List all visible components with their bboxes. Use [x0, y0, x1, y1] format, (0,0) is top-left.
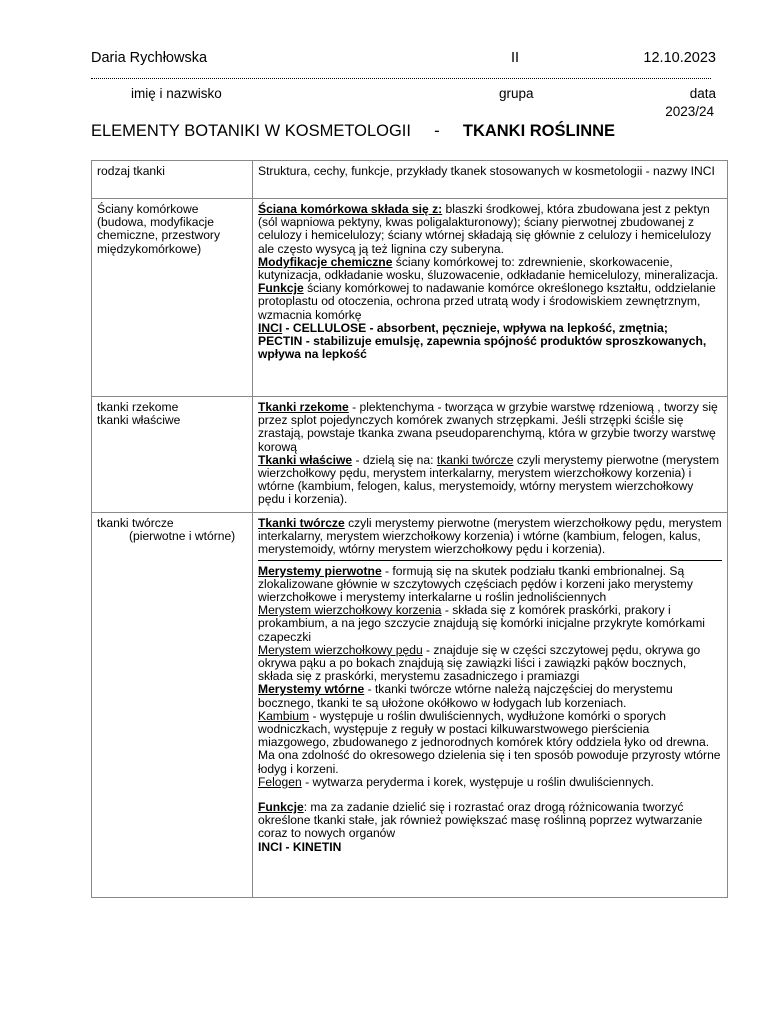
table-header-row — [92, 161, 728, 199]
bold-term: Ściana komórkowa składa się z: — [258, 202, 443, 216]
text-span: - występuje u roślin dwuliściennych, wydłużone komórki o sporych wodniczkach, występuje z reguły w postaci kilkuwarstwowego pierścienia miazgowego, zbudowanego z jednorodnych komórek który oddziela łyko od drewna. Ma ona zdolność do okresowego dzielenia się i ten sposób powoduje przyrosty wtórne łodyg i korzeni. — [258, 708, 721, 776]
name-label: imię i nazwisko — [131, 86, 222, 101]
title-separator: - — [434, 122, 440, 140]
bold-term: Funkcje — [258, 281, 304, 296]
text-span: ściany komórkowej to nadawanie komórce określonego kształtu, oddzielanie protoplastu od otoczenia, ochrona przed utratą wody i środowiskiem zewnętrznym, wzmacnia komórkę — [258, 281, 716, 322]
tissue-table — [91, 160, 728, 898]
header-cell-type: rodzaj tkanki — [92, 161, 253, 199]
header-labels — [91, 86, 716, 106]
bold-term: Tkanki rzekome — [258, 400, 349, 414]
underlined-term: Kambium — [258, 708, 310, 723]
table-row — [92, 513, 728, 898]
text-span: - tkanki twórcze wtórne należą najczęściej do merystemu bocznego, tkanki te są ułożone okółkowo w łodygach lub korzeniach. — [258, 682, 673, 710]
text-span: tkanki twórcze — [97, 516, 174, 530]
bold-term: Modyfikacje chemiczne — [258, 254, 393, 269]
underlined-term: Felogen — [258, 774, 302, 789]
group-value: II — [511, 50, 520, 66]
bold-text: PECTIN - stabilizuje emulsję, zapewnia spójność produktów sproszkowanych, wpływa na lepkość — [258, 334, 707, 362]
header-values — [91, 50, 716, 70]
text-span: (pierwotne i wtórne) — [129, 529, 236, 544]
text-span: - składa się z komórek praskórki, prakory i prokambium, a na jego szczycie znajdują się komórki inicjalne przykryte komórkami czapeczki — [258, 603, 705, 644]
title-right: TKANKI ROŚLINNE — [462, 122, 616, 140]
bold-term: Funkcje — [258, 800, 304, 815]
row-cell-meristems-desc — [253, 513, 728, 898]
school-year: 2023/24 — [665, 104, 714, 119]
row-cell-cell-walls-desc — [253, 199, 728, 397]
group-label: grupa — [499, 86, 534, 101]
text-span: blaszki środkowej, która zbudowana jest z pektyn (sól wapniowa pektyny, kwas poligalakturonowy); ściany pierwotnej zbudowanej z celulozy i hemicelulozy; ściany wtórnej składają się głównie z celulozy i hemicelulozy ale często wysycą ją też lignina czy suberyna. — [258, 202, 712, 256]
text-span: - plektenchyma - tworząca w grzybie warstwę rdzeniową , tworzy się przez splot pojedynczych komórek zwanych strzępkami. Jeśli strzępki ściśle się zrastają, powstaje tkanka zwana pseudoparenchymą, która w grzybie tworzy warstwę korową — [258, 400, 718, 454]
bold-term: Tkanki właściwe — [258, 452, 353, 467]
title-left: ELEMENTY BOTANIKI W KOSMETOLOGII — [91, 122, 411, 140]
text-span: - wytwarza peryderma i korek, występuje u roślin dwuliściennych. — [301, 774, 654, 789]
bold-term: Merystemy wtórne — [258, 682, 365, 697]
row-cell-meristems — [92, 513, 253, 898]
header-cell-description: Struktura, cechy, funkcje, przykłady tkanek stosowanych w kosmetologii - nazwy INCI — [253, 161, 728, 199]
text-span: tkanki rzekome — [97, 400, 179, 414]
dotted-line — [91, 72, 711, 79]
bold-term: INCI — [258, 320, 283, 335]
table-row — [92, 199, 728, 397]
bold-text: - CELLULOSE - absorbent, pęcznieje, wpływa na lepkość, zmętnia; — [282, 320, 668, 335]
text-span: - formują się na skutek podziału tkanki embrionalnej. Są zlokalizowane głównie w szczytowych częściach pędów i korzeni jako merystemy wierzchołkowe i merystemy interkalarne u roślin jednoliściennych — [258, 563, 693, 605]
text-span: ściany komórkowej to: zdrewnienie, skorkowacenie, kutynizacja, odkładanie wosku, śluzowacenie, odkładanie hemicelulozy, mineralizacja. — [258, 254, 719, 283]
text-span: - znajduje się w części szczytowej pędu, okrywa go okrywa pąku a po bokach znajdują się zawiązki liści i zawiązki pąków bocznych, składa się z praskórki, merystemu zasadniczego i pramiazgi — [258, 642, 701, 684]
row-cell-pseudo-tissues-desc — [253, 397, 728, 513]
text-span: tkanki właściwe — [97, 413, 181, 428]
row-cell-cell-walls: Ściany komórkowe (budowa, modyfikacje chemiczne, przestwory międzykomórkowe) — [92, 199, 253, 397]
date-label: data — [689, 86, 716, 101]
date-value: 12.10.2023 — [643, 50, 716, 66]
underlined-term: Merystem wierzchołkowy pędu — [258, 642, 423, 657]
text-span: czyli merystemy pierwotne (merystem wierzchołkowy pędu, merystem interkalarny, merystem wierzchołkowy korzenia) i wtórne (kambium, felogen, kalus, merystemoidy, wtórny merystem wierzchołkowy pędu i korzenia). — [258, 452, 720, 507]
page-title — [91, 122, 615, 141]
bold-term: Merystemy pierwotne — [258, 563, 382, 578]
text-span: - dzielą się na: — [352, 452, 437, 467]
underlined-term: Merystem wierzchołkowy korzenia — [258, 603, 442, 618]
bold-text: INCI - KINETIN — [258, 839, 342, 854]
text-span: : ma za zadanie dzielić się i rozrastać oraz drogą różnicowania tworzyć określone tkanki stałe, jak również powiększać masę roślinną poprzez wytwarzanie coraz to nowych organów — [258, 800, 703, 841]
table-row — [92, 397, 728, 513]
divider — [258, 560, 722, 561]
bold-term: Tkanki twórcze — [258, 516, 345, 530]
text-span: czyli merystemy pierwotne (merystem wierzchołkowy pędu, merystem interkalarny, merystem wierzchołkowy korzenia) i wtórne (kambium, felogen, kalus, merystemoidy, wtórny merystem wierzchołkowy pędu i korzenia). — [258, 516, 722, 557]
student-name: Daria Rychłowska — [91, 50, 208, 66]
underlined-term: tkanki twórcze — [436, 452, 514, 467]
row-cell-pseudo-tissues — [92, 397, 253, 513]
